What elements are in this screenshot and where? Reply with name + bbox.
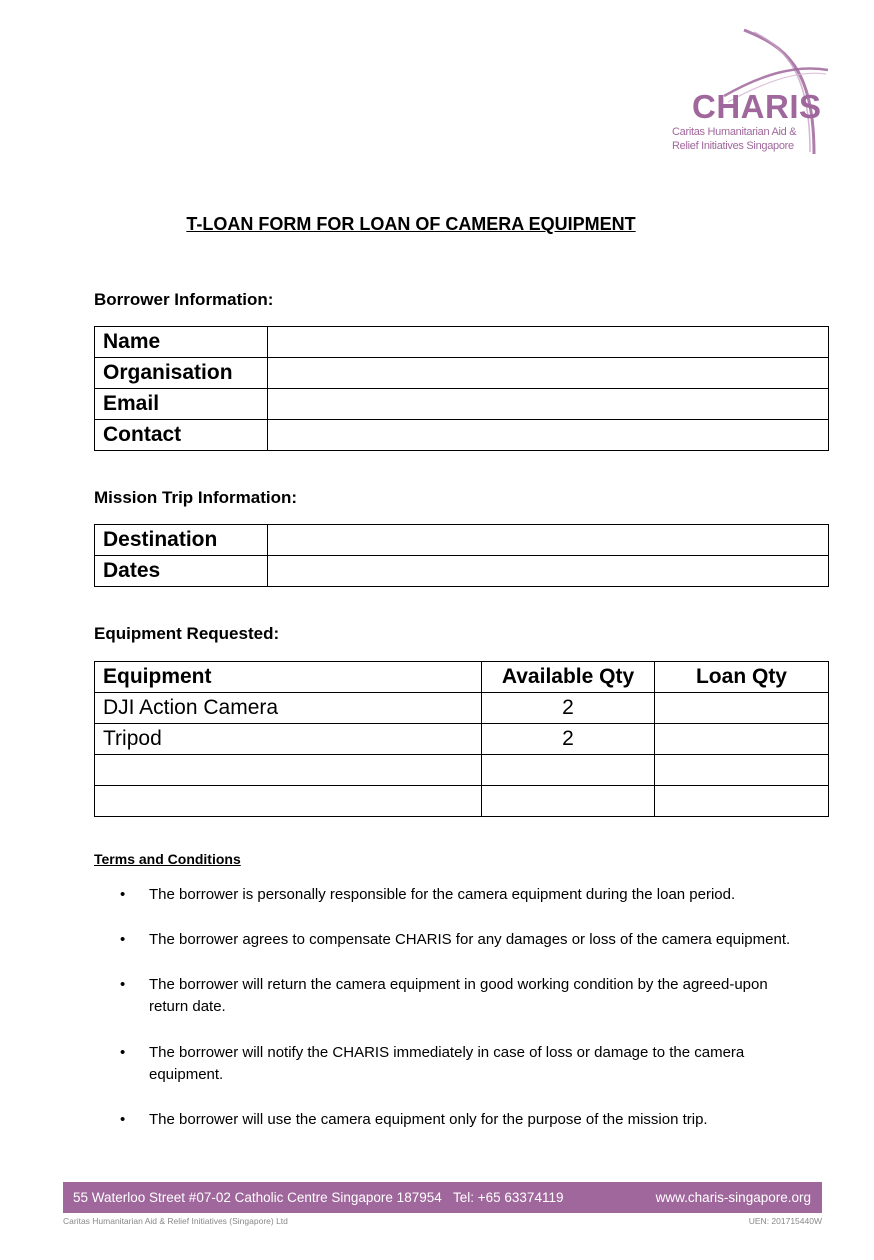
term-item-1 xyxy=(149,884,819,906)
logo-subtitle xyxy=(672,125,832,153)
loan-qty-field[interactable] xyxy=(655,755,829,786)
mission-row-dates xyxy=(95,556,829,587)
equipment-field[interactable] xyxy=(95,786,482,817)
field-label-destination: Destination xyxy=(95,525,268,556)
dates-field[interactable] xyxy=(268,556,829,587)
available-qty-field[interactable] xyxy=(482,786,655,817)
borrower-heading: Borrower Information: xyxy=(94,290,274,309)
footer-contact xyxy=(73,1190,563,1205)
term-line: The borrower is personally responsible for the camera equipment during the loan period. xyxy=(149,886,736,903)
equipment-header-row xyxy=(95,662,829,693)
field-label-email: Email xyxy=(95,389,268,420)
logo-subtitle-line-1: Caritas Humanitarian Aid & xyxy=(672,126,797,138)
borrower-row-organisation xyxy=(95,358,829,389)
term-line: The borrower will use the camera equipment only for the purpose of the mission trip. xyxy=(149,1111,708,1128)
equipment-cell: Tripod xyxy=(95,724,482,755)
footer-bar xyxy=(63,1182,822,1213)
charis-logo xyxy=(664,26,840,160)
form-title: T-LOAN FORM FOR LOAN OF CAMERA EQUIPMENT xyxy=(186,214,636,234)
mission-row-destination xyxy=(95,525,829,556)
term-line: equipment. xyxy=(149,1066,224,1083)
footer-company: Caritas Humanitarian Aid & Relief Initiatives (Singapore) Ltd xyxy=(63,1216,288,1226)
term-item-2 xyxy=(149,929,819,951)
organisation-field[interactable] xyxy=(268,358,829,389)
term-line: return date. xyxy=(149,998,226,1015)
available-qty-cell: 2 xyxy=(482,724,655,755)
borrower-row-email xyxy=(95,389,829,420)
field-label-dates: Dates xyxy=(95,556,268,587)
borrower-row-name xyxy=(95,327,829,358)
footer-uen: UEN: 201715440W xyxy=(748,1216,822,1226)
contact-field[interactable] xyxy=(268,420,829,451)
email-field[interactable] xyxy=(268,389,829,420)
column-header-equipment: Equipment xyxy=(95,662,482,693)
loan-qty-field[interactable] xyxy=(655,786,829,817)
mission-heading: Mission Trip Information: xyxy=(94,488,298,507)
bullet-icon: • xyxy=(120,1111,126,1128)
equipment-field[interactable] xyxy=(95,755,482,786)
term-line: The borrower agrees to compensate CHARIS for any damages or loss of the camera equipment. xyxy=(149,931,791,948)
column-header-available-qty: Available Qty xyxy=(482,662,655,693)
mission-table xyxy=(94,524,829,587)
term-item-3 xyxy=(149,974,819,1018)
loan-qty-field[interactable] xyxy=(655,724,829,755)
equipment-cell: DJI Action Camera xyxy=(95,693,482,724)
logo-wordmark: CHARIS xyxy=(692,88,822,125)
bullet-icon: • xyxy=(120,931,126,948)
loan-qty-field[interactable] xyxy=(655,693,829,724)
footer-website-link[interactable]: www.charis-singapore.org xyxy=(655,1190,811,1205)
footer-address: 55 Waterloo Street #07-02 Catholic Centre Singapore 187954 xyxy=(73,1190,442,1205)
table-row xyxy=(95,755,829,786)
borrower-row-contact xyxy=(95,420,829,451)
equipment-heading: Equipment Requested: xyxy=(94,624,280,643)
table-row xyxy=(95,786,829,817)
available-qty-field[interactable] xyxy=(482,755,655,786)
available-qty-cell: 2 xyxy=(482,693,655,724)
logo-subtitle-line-2: Relief Initiatives Singapore xyxy=(672,140,794,152)
table-row xyxy=(95,693,829,724)
term-item-5 xyxy=(149,1109,819,1131)
table-row xyxy=(95,724,829,755)
form-title-wrap xyxy=(0,214,874,235)
terms-heading: Terms and Conditions xyxy=(94,851,241,867)
field-label-organisation: Organisation xyxy=(95,358,268,389)
term-line: The borrower will notify the CHARIS immediately in case of loss or damage to the camera xyxy=(149,1044,745,1061)
bullet-icon: • xyxy=(120,1044,126,1061)
field-label-contact: Contact xyxy=(95,420,268,451)
destination-field[interactable] xyxy=(268,525,829,556)
field-label-name: Name xyxy=(95,327,268,358)
column-header-loan-qty: Loan Qty xyxy=(655,662,829,693)
term-item-4 xyxy=(149,1042,819,1086)
bullet-icon: • xyxy=(120,976,126,993)
equipment-table xyxy=(94,661,829,817)
footer-tel: Tel: +65 63374119 xyxy=(453,1190,564,1205)
borrower-table xyxy=(94,326,829,451)
bullet-icon: • xyxy=(120,886,126,903)
term-line: The borrower will return the camera equipment in good working condition by the agreed-upon xyxy=(149,976,768,993)
name-field[interactable] xyxy=(268,327,829,358)
